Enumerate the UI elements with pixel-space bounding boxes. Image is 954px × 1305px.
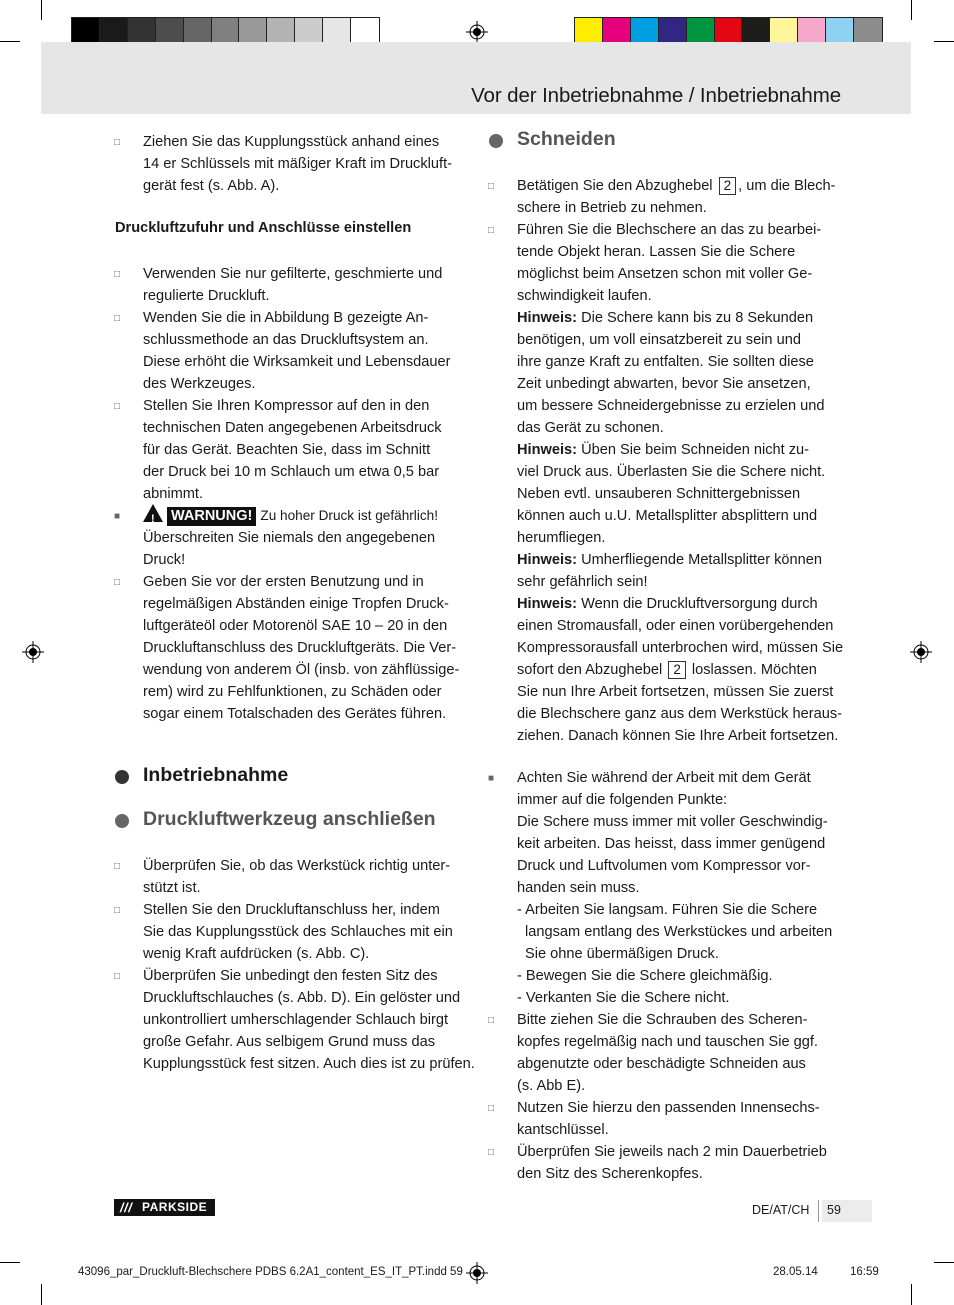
note-label: Hinweis: (517, 552, 578, 568)
text-line: 14 er Schlüssels mit mäßiger Kraft im Druckluft- (143, 156, 452, 172)
text (517, 681, 843, 747)
part-number-box: 2 (719, 177, 737, 195)
color-swatch (72, 18, 100, 45)
text-line: Sie das Kupplungsstück des Schlauches mit ein (143, 924, 453, 940)
crop-mark (0, 41, 20, 42)
list-item (143, 263, 442, 307)
text: loslassen. Möchten (691, 662, 817, 678)
text-line: Sie ohne übermäßigen Druck. (525, 946, 719, 962)
text-line: große Gefahr. Aus selbigem Grund muss das (143, 1034, 436, 1050)
list-bullet: ■ (488, 773, 495, 784)
print-date: 28.05.14 (773, 1266, 818, 1278)
list-item (517, 175, 835, 219)
text-line: herumfliegen. (517, 530, 606, 546)
text-line: sogar einem Totalschaden des Gerätes führen. (143, 706, 447, 722)
text-line: ziehen. Danach können Sie Ihre Arbeit fortsetzen. (517, 728, 839, 744)
locale-label: DE/AT/CH (752, 1203, 810, 1217)
list-bullet: □ (114, 971, 121, 982)
heading-dot-icon (115, 814, 129, 828)
text-line: benötigen, um voll einsatzbereit zu sein und (517, 332, 801, 348)
subheading: Druckluftzufuhr und Anschlüsse einstellen (115, 220, 412, 236)
text-line: Druck! (143, 552, 186, 568)
color-swatch (770, 18, 798, 45)
color-swatch (798, 18, 826, 45)
text-line: gerät fest (s. Abb. A). (143, 178, 280, 194)
text (517, 615, 843, 659)
list-item (517, 767, 832, 1009)
text (517, 767, 832, 899)
text-line: - Arbeiten Sie langsam. Führen Sie die Schere (517, 902, 818, 918)
text-line: rem) wird zu Fehlfunktionen, zu Schäden oder (143, 684, 442, 700)
warning-text: Zu hoher Druck ist gefährlich! (260, 508, 438, 523)
text-line: immer auf die folgenden Punkte: (517, 792, 728, 808)
color-swatch (295, 18, 323, 45)
text-line: regelmäßigen Abständen einige Tropfen Druck- (143, 596, 449, 612)
list-bullet: □ (114, 861, 121, 872)
page-number: 59 (827, 1203, 841, 1217)
text-line: viel Druck aus. Überlasten Sie die Schere nicht. (517, 464, 826, 480)
list-item (143, 307, 450, 395)
text-line: Geben Sie vor der ersten Benutzung und in (143, 574, 424, 590)
text-line: Stellen Sie Ihren Kompressor auf den in den (143, 398, 430, 414)
list-item (143, 131, 452, 197)
list-bullet: □ (488, 225, 495, 236)
text-line: den Sitz des Scherenkopfes. (517, 1166, 703, 1182)
text-line: Überschreiten Sie niemals den angegebenen (143, 530, 436, 546)
parkside-logo (114, 1199, 215, 1216)
note-label: Hinweis: (517, 442, 578, 458)
text-line: langsam entlang des Werkstückes und arbeiten (525, 924, 833, 940)
registration-mark-icon (466, 1262, 488, 1284)
text-line: können auch u.U. Metallsplitter absplittern und (517, 508, 818, 524)
list-bullet: □ (114, 313, 121, 324)
text-line: die Blechschere ganz aus dem Werkstück heraus- (517, 706, 843, 722)
color-swatch (100, 18, 128, 45)
text-line: Achten Sie während der Arbeit mit dem Gerät (517, 770, 811, 786)
text-line: Druckluftschlauches (s. Abb. D). Ein gelöster und (143, 990, 461, 1006)
text: Üben Sie beim Schneiden nicht zu- (581, 442, 810, 458)
text-line: Neben evtl. unsauberen Schnittergebnissen (517, 486, 801, 502)
text: schere in Betrieb zu nehmen. (517, 200, 707, 216)
crop-mark (41, 0, 42, 20)
text (517, 571, 843, 593)
color-swatch (156, 18, 184, 45)
text-line: möglichst beim Ansetzen schon mit voller Ge- (517, 266, 813, 282)
crop-mark (911, 0, 912, 20)
text-line: das Gerät zu schonen. (517, 420, 664, 436)
registration-mark-icon (22, 641, 44, 663)
text-line: Nutzen Sie hierzu den passenden Innensechs- (517, 1100, 820, 1116)
text-line: Druckluftanschluss des Druckluftgeräts. Die Ver- (143, 640, 457, 656)
color-swatch (715, 18, 743, 45)
heading-dot-icon (489, 134, 503, 148)
brand-name: PARKSIDE (142, 1200, 208, 1214)
logo-slashes-icon: /// (120, 1200, 133, 1215)
crop-mark (0, 1262, 20, 1263)
text-line: (s. Abb E). (517, 1078, 586, 1094)
section-heading: Inbetriebnahme (143, 764, 289, 786)
color-swatch (351, 18, 379, 45)
text-line: sehr gefährlich sein! (517, 574, 648, 590)
text-line: kantschlüssel. (517, 1122, 609, 1138)
text-line: Stellen Sie den Druckluftanschluss her, indem (143, 902, 440, 918)
note-label: Hinweis: (517, 310, 578, 326)
text-line: Druck und Luftvolumen vom Kompressor vor- (517, 858, 811, 874)
crop-mark (911, 1284, 912, 1305)
text: Die Schere kann bis zu 8 Sekunden (581, 310, 814, 326)
text-line: unkontrolliert umherschlagender Schlauch birgt (143, 1012, 449, 1028)
warning-label: WARNUNG! (167, 507, 256, 526)
text-line: Kompressorausfall unterbrochen wird, müssen Sie (517, 640, 844, 656)
text-line: tende Objekt heran. Lassen Sie die Schere (517, 244, 796, 260)
text-line: abnimmt. (143, 486, 204, 502)
text-line: Führen Sie die Blechschere an das zu bearbei- (517, 222, 822, 238)
color-swatch (854, 18, 882, 45)
warning-item (143, 504, 438, 571)
text: Betätigen Sie den Abzughebel (517, 178, 713, 194)
text-line: ihre ganze Kraft zu entfalten. Sie sollten diese (517, 354, 814, 370)
color-swatch (742, 18, 770, 45)
registration-mark-icon (466, 21, 488, 43)
text-line: abgenutzte oder beschädigte Schneiden aus (517, 1056, 806, 1072)
section-heading: Druckluftwerkzeug anschließen (143, 808, 436, 830)
heading-dot-icon (115, 770, 129, 784)
list-bullet: □ (488, 1015, 495, 1026)
list-bullet: □ (114, 137, 121, 148)
print-time: 16:59 (850, 1266, 879, 1278)
list-item (143, 899, 453, 965)
text-line: Verwenden Sie nur gefilterte, geschmierte und (143, 266, 443, 282)
note-label: Hinweis: (517, 596, 578, 612)
text-line: Kupplungsstück fest sitzen. Auch dies ist zu prüfen. (143, 1056, 475, 1072)
color-swatch (826, 18, 854, 45)
file-slug: 43096_par_Druckluft-Blechschere PDBS 6.2A1_content_ES_IT_PT.indd 59 (78, 1266, 463, 1278)
text-line: technischen Daten angegebenen Arbeitsdruck (143, 420, 442, 436)
list-bullet: ■ (114, 511, 121, 522)
crop-mark (934, 41, 954, 42)
text-line: Überprüfen Sie unbedingt den festen Sitz des (143, 968, 438, 984)
text: Umherfliegende Metallsplitter können (581, 552, 823, 568)
section-heading: Schneiden (517, 128, 616, 150)
text-line: des Werkzeuges. (143, 376, 256, 392)
text-line: handen sein muss. (517, 880, 640, 896)
text: sofort den Abzughebel (517, 662, 663, 678)
color-swatch (687, 18, 715, 45)
text-line: Ziehen Sie das Kupplungsstück anhand eines (143, 134, 440, 150)
list-bullet: □ (488, 181, 495, 192)
text-line: Zeit unbedingt abwarten, bevor Sie ansetzen, (517, 376, 811, 392)
color-swatch (631, 18, 659, 45)
text-line: Überprüfen Sie jeweils nach 2 min Dauerbetrieb (517, 1144, 827, 1160)
divider (818, 1200, 819, 1222)
registration-mark-icon (910, 641, 932, 663)
dash-item: - Bewegen Sie die Schere gleichmäßig. (517, 968, 773, 984)
list-bullet: □ (114, 401, 121, 412)
list-item (143, 855, 450, 899)
text (517, 329, 843, 439)
text (517, 461, 843, 549)
color-swatch (323, 18, 351, 45)
text-line: Bitte ziehen Sie die Schrauben des Scheren- (517, 1012, 808, 1028)
text-line: Wenden Sie die in Abbildung B gezeigte An- (143, 310, 429, 326)
text-line: Die Schere muss immer mit voller Geschwindig- (517, 814, 828, 830)
list-bullet: □ (488, 1147, 495, 1158)
color-swatch (212, 18, 240, 45)
crop-mark (934, 1262, 954, 1263)
color-swatch (659, 18, 687, 45)
text-line: Überprüfen Sie, ob das Werkstück richtig unter- (143, 858, 451, 874)
text-line: der Druck bei 10 m Schlauch um etwa 0,5 bar (143, 464, 440, 480)
dash-item: - Verkanten Sie die Schere nicht. (517, 990, 730, 1006)
list-bullet: □ (114, 905, 121, 916)
color-swatch (184, 18, 212, 45)
note-block (517, 307, 843, 747)
text-line: für das Gerät. Beachten Sie, dass im Schnitt (143, 442, 431, 458)
color-swatch (128, 18, 156, 45)
text-line: um bessere Schneidergebnisse zu erzielen und (517, 398, 825, 414)
page-title: Vor der Inbetriebnahme / Inbetriebnahme (471, 84, 841, 107)
text: , um die Blech- (738, 178, 836, 194)
list-item (517, 1097, 820, 1141)
color-swatch (603, 18, 631, 45)
text-line: wendung von anderem Öl (insb. von zähflüssige- (143, 662, 460, 678)
crop-mark (41, 1284, 42, 1305)
list-item (143, 965, 475, 1075)
list-item (143, 395, 442, 505)
list-bullet: □ (114, 269, 121, 280)
text-line: luftgeräteöl oder Motorenöl SAE 10 – 20 in den (143, 618, 448, 634)
dash-item (517, 899, 832, 965)
text-line: schwindigkeit laufen. (517, 288, 652, 304)
text-line: kopfes regelmäßig nach und tauschen Sie ggf. (517, 1034, 818, 1050)
text-line: Diese erhöht die Wirksamkeit und Lebensdauer (143, 354, 451, 370)
list-item (143, 571, 459, 725)
text-line: keit arbeiten. Das heisst, dass immer genügend (517, 836, 826, 852)
text-line: stützt ist. (143, 880, 201, 896)
text-line: schlussmethode an das Druckluftsystem an. (143, 332, 429, 348)
text-line: wenig Kraft aufdrücken (s. Abb. C). (143, 946, 370, 962)
list-bullet: □ (114, 577, 121, 588)
color-swatch (239, 18, 267, 45)
warning-triangle-icon (143, 504, 163, 522)
color-swatch (267, 18, 295, 45)
list-item (517, 1009, 818, 1097)
list-item (517, 1141, 827, 1185)
color-swatch (575, 18, 603, 45)
text-line: regulierte Druckluft. (143, 288, 270, 304)
warning-rest (143, 527, 438, 571)
list-bullet: □ (488, 1103, 495, 1114)
text: Wenn die Druckluftversorgung durch (581, 596, 818, 612)
text-line: einen Stromausfall, oder einen vorübergehenden (517, 618, 834, 634)
list-item (517, 219, 821, 307)
part-number-box: 2 (668, 661, 686, 679)
text-line: Sie nun Ihre Arbeit fortsetzen, müssen Sie zuerst (517, 684, 834, 700)
